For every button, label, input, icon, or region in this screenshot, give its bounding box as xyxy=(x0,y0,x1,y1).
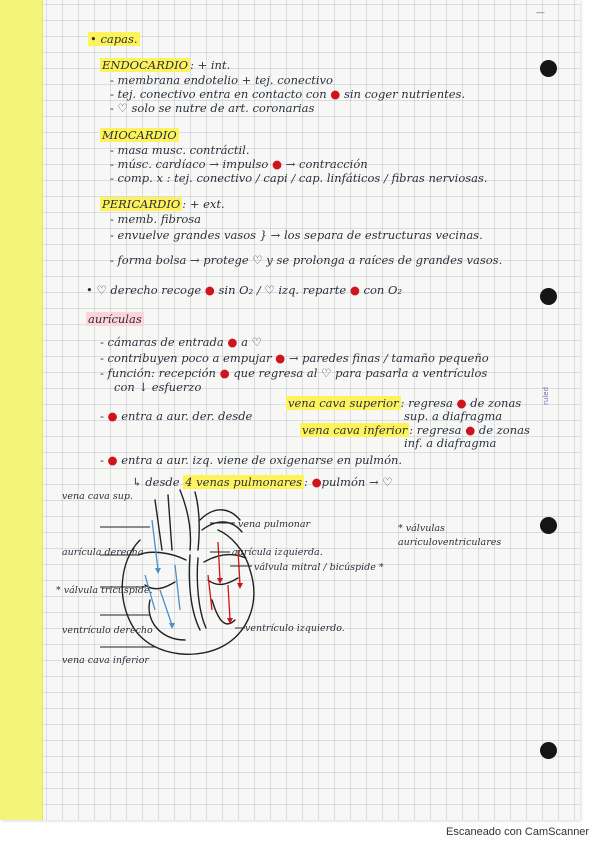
note-text: a ♡ xyxy=(241,335,262,349)
blood-drop-icon: ● xyxy=(349,283,360,297)
red-arrowhead xyxy=(237,583,243,589)
vena-cava-sup-label: vena cava superior xyxy=(288,396,399,410)
chamber-line xyxy=(138,552,186,560)
note-line xyxy=(100,351,489,365)
red-flow-arrow xyxy=(208,575,212,610)
note-line xyxy=(100,335,262,349)
vessel-line xyxy=(195,492,199,550)
note-text: - tej. conectivo entra en contacto con xyxy=(110,87,327,101)
red-arrowhead xyxy=(217,578,223,584)
page-mark: — xyxy=(536,8,545,18)
note-text: : regresa xyxy=(409,423,462,437)
pericardio-rest: : + ext. xyxy=(182,197,225,211)
red-flow-arrow xyxy=(218,542,220,580)
note-text: grandes vasos xyxy=(173,228,257,242)
yellow-margin-strip xyxy=(0,0,43,820)
note-line: inf. a diafragma xyxy=(404,436,497,450)
note-line: - memb. fibrosa xyxy=(110,212,202,226)
note-text: - cámaras de entrada xyxy=(100,335,224,349)
label-vena-cava-sup: vena cava sup. xyxy=(62,491,133,502)
vessel-line xyxy=(155,500,162,550)
vena-cava-inf-line xyxy=(300,423,530,437)
section-auriculas xyxy=(86,312,144,326)
label-valvula-mitral: válvula mitral / bicúspide * xyxy=(254,562,384,573)
note-line: - comp. x : tej. conectivo / capi / cap. linfáticos / fibras nerviosas. xyxy=(110,171,488,185)
note-text: } → los separa de estructuras vecinas. xyxy=(259,228,483,242)
miocardio-label: MIOCARDIO xyxy=(102,128,177,142)
vena-cava-inf-label: vena cava inferior xyxy=(302,423,408,437)
blood-drop-icon: ● xyxy=(311,475,322,489)
note-text: entra a aur. izq. viene de oxigenarse en pulmón. xyxy=(121,453,403,467)
red-flow-arrow xyxy=(228,585,230,620)
blood-drop-icon: ● xyxy=(107,453,118,467)
note-line: con ↓ esfuerzo xyxy=(114,380,202,394)
note-text: : regresa xyxy=(400,396,453,410)
note-text: - contribuyen poco a empujar xyxy=(100,351,272,365)
note-text: - xyxy=(100,453,108,467)
vessel-line xyxy=(200,510,240,520)
blood-drop-icon: ● xyxy=(330,87,341,101)
note-text: sin coger nutrientes. xyxy=(343,87,466,101)
note-line xyxy=(110,228,483,242)
miocardio-line xyxy=(100,128,179,142)
pericardio-label: PERICARDIO xyxy=(102,197,181,211)
label-valvulas-note: * válvulas auriculoventriculares xyxy=(398,523,502,548)
pericardio-line xyxy=(100,197,225,211)
label-auricula-derecha: aurícula derecha xyxy=(62,547,144,558)
blue-flow-arrow xyxy=(175,565,180,610)
blue-flow-arrow xyxy=(160,590,172,625)
scanner-watermark: Escaneado con CamScanner xyxy=(446,826,590,838)
septum-line xyxy=(197,558,206,628)
blood-drop-icon: ● xyxy=(465,423,476,437)
note-line xyxy=(100,409,252,423)
side-note: ruled xyxy=(542,386,550,405)
note-text: → paredes finas / tamaño pequeño xyxy=(288,351,489,365)
endocardio-rest: : + int. xyxy=(190,58,231,72)
label-vena-pulmonar: vena pulmonar xyxy=(238,519,311,530)
note-text: pulmón → ♡ xyxy=(321,475,393,489)
endocardio-line xyxy=(100,58,230,72)
note-line xyxy=(110,157,368,171)
note-line xyxy=(100,453,402,467)
note-line xyxy=(100,366,487,380)
blood-drop-icon: ● xyxy=(272,157,283,171)
note-text: → contracción xyxy=(285,157,368,171)
venas-pulmonares-label: 4 venas pulmonares xyxy=(185,475,303,489)
note-text: - músc. cardíaco → impulso xyxy=(110,157,269,171)
blue-flow-arrow xyxy=(152,520,158,570)
blue-arrowhead xyxy=(169,623,175,629)
vena-cava-sup-line xyxy=(286,396,521,410)
vessel-line xyxy=(168,495,172,550)
vessel-line xyxy=(180,490,191,550)
note-text: con O₂ xyxy=(363,283,403,297)
note-text: • ♡ derecho recoge xyxy=(86,283,202,297)
blood-drop-icon: ● xyxy=(204,283,215,297)
note-text: entra a aur. der. desde xyxy=(121,409,253,423)
note-line: - membrana endotelio + tej. conectivo xyxy=(110,73,333,87)
note-line: - ♡ solo se nutre de art. coronarias xyxy=(110,101,315,115)
note-text: de zonas xyxy=(470,396,522,410)
section-capas xyxy=(88,32,140,46)
label-auricula-izquierda: aurícula izquierda. xyxy=(232,547,323,558)
note-text: de zonas xyxy=(478,423,530,437)
note-line: - forma bolsa → protege ♡ y se prolonga a raíces de grandes vasos. xyxy=(110,253,503,267)
capas-heading: • capas. xyxy=(90,32,138,46)
blood-drop-icon: ● xyxy=(275,351,286,365)
label-ventriculo-derecho: ventrículo derecho xyxy=(62,625,153,636)
note-text: sin O₂ / ♡ izq. reparte xyxy=(218,283,347,297)
binder-hole xyxy=(540,517,557,534)
blood-drop-icon: ● xyxy=(227,335,238,349)
endocardio-label: ENDOCARDIO xyxy=(102,58,189,72)
auriculas-heading: aurículas xyxy=(88,312,142,326)
blood-drop-icon: ● xyxy=(456,396,467,410)
note-line: sup. a diafragma xyxy=(404,409,503,423)
valve-line xyxy=(208,578,238,584)
label-valvula-tricuspide: * válvula tricúspide. xyxy=(56,585,153,596)
label-ventriculo-izquierdo: ventrículo izquierdo. xyxy=(245,623,345,634)
note-text: - envuelve xyxy=(110,228,170,242)
blue-arrowhead xyxy=(155,568,161,574)
note-line xyxy=(86,283,402,297)
binder-hole xyxy=(540,742,557,759)
binder-hole xyxy=(540,60,557,77)
note-text: - función: recepción xyxy=(100,366,216,380)
note-text: ↳ desde xyxy=(132,475,180,489)
blood-drop-icon: ● xyxy=(107,409,118,423)
note-text: que regresa al ♡ para pasarla a ventrículos xyxy=(233,366,488,380)
note-line: - masa musc. contráctil. xyxy=(110,143,250,157)
note-text: : xyxy=(304,475,308,489)
binder-hole xyxy=(540,288,557,305)
note-line xyxy=(110,87,465,101)
label-vena-cava-inferior: vena cava inferior xyxy=(62,655,149,666)
blood-drop-icon: ● xyxy=(219,366,230,380)
note-text: - xyxy=(100,409,108,423)
